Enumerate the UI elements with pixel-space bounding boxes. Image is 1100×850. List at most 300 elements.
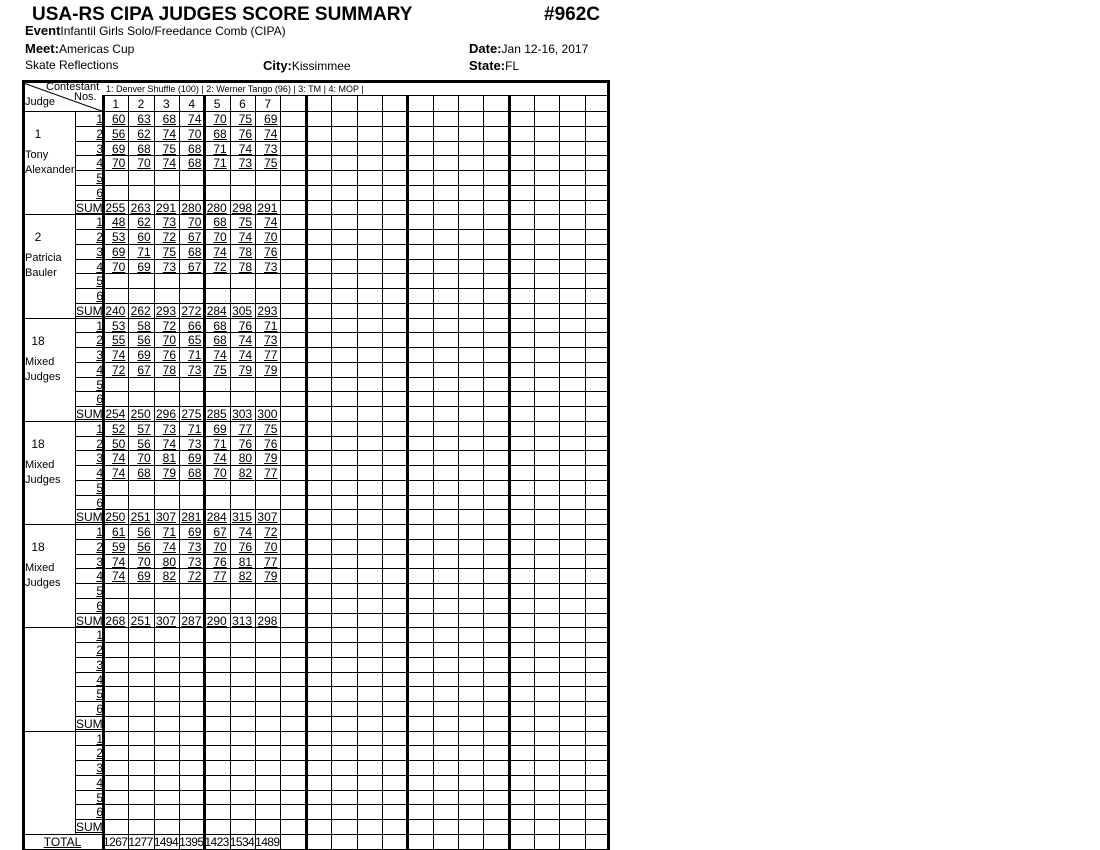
row-label: 6: [96, 289, 103, 303]
score-cell: 61: [111, 525, 126, 539]
row-label: 5: [96, 274, 103, 289]
row-label: 4: [96, 775, 103, 790]
corner-judge-label: Judge: [25, 96, 55, 108]
row-divider: [75, 686, 610, 687]
score-cell: 79: [238, 362, 253, 377]
score-cell: 68: [188, 141, 202, 156]
sum-cell: 298: [232, 200, 253, 215]
score-cell: 75: [264, 156, 278, 171]
score-cell: 74: [111, 569, 126, 584]
sum-cell: 251: [130, 613, 151, 628]
score-cell: 71: [213, 436, 227, 451]
score-cell: 78: [162, 362, 177, 377]
row-label: 4: [96, 362, 103, 377]
sum-cell: 251: [130, 510, 151, 525]
judge-name-line2: Judges: [25, 473, 61, 486]
group-thick-divider: [508, 95, 511, 850]
row-divider: [75, 716, 610, 717]
score-cell: 79: [162, 466, 177, 480]
score-cell: 62: [137, 126, 151, 141]
score-cell: 55: [111, 333, 126, 348]
sum-cell: 240: [105, 303, 126, 318]
score-cell: 77: [238, 421, 253, 436]
score-cell: 68: [162, 112, 177, 126]
corner-nos-label: Nos.: [74, 91, 97, 103]
contestant-number-header: 3: [163, 97, 170, 111]
judge-name-line1: Mixed: [25, 458, 55, 471]
total-cell: 1494: [153, 834, 179, 849]
score-cell: 75: [238, 215, 253, 230]
club-line: [25, 58, 118, 72]
column-divider: [458, 95, 459, 850]
group-thick-divider: [305, 95, 308, 850]
row-divider: [75, 185, 610, 186]
judge-name-line2: Alexander: [25, 164, 75, 176]
score-cell: 77: [264, 466, 278, 480]
score-cell: 73: [188, 554, 202, 569]
row-label: 6: [96, 598, 103, 613]
row-label: 2: [96, 643, 103, 657]
score-cell: 70: [264, 539, 278, 554]
score-cell: 53: [111, 318, 126, 333]
sum-cell: 280: [181, 200, 202, 215]
block-divider: [22, 627, 610, 628]
score-cell: 67: [188, 230, 202, 244]
score-cell: 73: [162, 421, 177, 436]
club-value: Skate Reflections: [25, 58, 119, 72]
score-cell: 72: [213, 259, 227, 274]
row-label: 2: [96, 230, 103, 244]
sum-cell: 268: [105, 613, 126, 628]
row-label: SUM: [76, 613, 103, 628]
score-cell: 76: [264, 244, 278, 259]
score-cell: 60: [137, 230, 151, 244]
row-label: 1: [96, 215, 103, 230]
score-cell: 71: [137, 244, 151, 259]
sum-cell: 287: [181, 613, 202, 628]
state-line: [469, 58, 519, 73]
sum-cell: 262: [130, 303, 151, 318]
score-cell: 70: [213, 112, 227, 126]
row-divider: [75, 391, 610, 392]
row-divider: [75, 657, 610, 658]
row-label: 5: [96, 480, 103, 495]
row-divider: [75, 288, 610, 289]
score-cell: 68: [213, 318, 227, 333]
score-cell: 71: [213, 156, 227, 171]
score-cell: 71: [264, 318, 278, 333]
contestant-number-header: 6: [239, 97, 246, 111]
event-line: [25, 23, 286, 38]
score-cell: 81: [238, 554, 253, 569]
score-cell: 56: [137, 525, 151, 539]
row-label: 5: [96, 687, 103, 702]
score-cell: 74: [162, 436, 177, 451]
score-cell: 74: [111, 554, 126, 569]
row-divider: [75, 804, 610, 805]
score-cell: 76: [264, 436, 278, 451]
row-label: 6: [96, 495, 103, 510]
score-cell: 62: [137, 215, 151, 230]
score-sheet: [22, 80, 610, 850]
score-cell: 74: [111, 466, 126, 480]
meet-label: Meet:: [25, 41, 59, 56]
group-thick-divider: [406, 95, 409, 850]
sum-cell: 280: [206, 200, 227, 215]
row-divider: [75, 273, 610, 274]
score-cell: 68: [213, 333, 227, 348]
event-value: Infantil Girls Solo/Freedance Comb (CIPA): [60, 24, 286, 38]
judge-name-line1: Patricia: [25, 252, 62, 265]
row-divider: [75, 642, 610, 643]
score-cell: 69: [213, 421, 227, 436]
sum-cell: 254: [105, 407, 126, 421]
score-cell: 76: [213, 554, 227, 569]
judge-name-line1: Mixed: [25, 355, 55, 368]
row-label: 1: [96, 525, 103, 539]
row-label: 6: [96, 805, 103, 820]
score-cell: 71: [188, 421, 202, 436]
score-cell: 82: [238, 466, 253, 480]
score-cell: 75: [264, 421, 278, 436]
sum-cell: 300: [257, 407, 278, 421]
row-label: 1: [96, 112, 103, 126]
score-cell: 56: [111, 126, 126, 141]
score-cell: 70: [111, 259, 126, 274]
score-cell: 67: [188, 259, 202, 274]
score-cell: 70: [162, 333, 177, 348]
row-label: 2: [96, 126, 103, 141]
score-cell: 69: [188, 525, 202, 539]
row-label: 5: [96, 790, 103, 805]
score-cell: 69: [137, 259, 151, 274]
score-cell: 76: [238, 126, 253, 141]
total-cell: 1534: [229, 834, 255, 849]
score-cell: 74: [213, 244, 227, 259]
sum-cell: 293: [257, 303, 278, 318]
score-cell: 82: [238, 569, 253, 584]
contestant-number-header: 4: [188, 97, 196, 111]
block-divider: [22, 731, 610, 732]
state-label: State:: [469, 58, 506, 73]
row-label: 1: [96, 731, 103, 746]
judge-name-line2: Judges: [25, 577, 61, 589]
row-label: 3: [96, 348, 103, 362]
score-cell: 59: [111, 539, 126, 554]
row-label: 3: [96, 554, 103, 569]
score-cell: 76: [238, 318, 253, 333]
sum-cell: 307: [156, 613, 177, 628]
row-label: SUM: [76, 303, 103, 318]
score-cell: 58: [137, 318, 151, 333]
row-label: 6: [96, 392, 103, 407]
score-cell: 78: [238, 244, 253, 259]
sum-cell: 272: [181, 303, 202, 318]
score-cell: 72: [264, 525, 278, 539]
row-divider: [75, 170, 610, 171]
row-divider: [75, 583, 610, 584]
score-cell: 79: [264, 569, 278, 584]
score-cell: 68: [188, 156, 202, 171]
sum-cell: 296: [156, 407, 177, 421]
judge-number: 1: [34, 127, 42, 141]
column-divider: [382, 95, 383, 850]
score-cell: 65: [188, 333, 202, 348]
score-cell: 76: [162, 348, 177, 362]
judge-number: 2: [34, 230, 42, 245]
date-label: Date:: [469, 41, 502, 56]
sum-cell: 281: [181, 510, 202, 525]
row-label: SUM: [76, 820, 103, 834]
score-cell: 74: [111, 451, 126, 466]
score-cell: 56: [137, 333, 151, 348]
score-cell: 53: [111, 230, 126, 244]
score-cell: 74: [162, 539, 177, 554]
sum-cell: 290: [206, 613, 227, 628]
row-divider: [75, 377, 610, 378]
score-cell: 69: [137, 569, 151, 584]
score-cell: 72: [111, 362, 126, 377]
date-value: Jan 12-16, 2017: [501, 42, 589, 56]
column-divider: [280, 95, 281, 850]
sum-cell: 293: [156, 303, 177, 318]
contestant-number-header: 7: [264, 97, 272, 111]
row-label: 4: [96, 156, 103, 171]
score-cell: 63: [137, 112, 151, 126]
score-cell: 75: [162, 141, 177, 156]
score-cell: 56: [137, 436, 151, 451]
column-divider: [483, 95, 484, 850]
contestant-number-header: 5: [213, 97, 221, 111]
sum-cell: 307: [156, 510, 177, 525]
sum-cell: 305: [232, 303, 253, 318]
row-label: SUM: [76, 716, 103, 731]
score-cell: 80: [238, 451, 253, 466]
row-label: 2: [96, 539, 103, 554]
total-cell: 1395: [179, 834, 204, 849]
row-divider: [75, 598, 610, 599]
score-cell: 74: [188, 112, 202, 126]
score-cell: 75: [238, 112, 253, 126]
row-label: 2: [96, 436, 103, 451]
sum-cell: 255: [105, 200, 126, 215]
row-label: 1: [96, 628, 103, 643]
sum-cell: 291: [257, 200, 278, 215]
score-cell: 82: [162, 569, 177, 584]
score-cell: 71: [213, 141, 227, 156]
state-value: FL: [505, 59, 520, 73]
score-cell: 70: [111, 156, 126, 171]
judge-name-line1: Tony: [25, 149, 49, 161]
judge-number: 18: [31, 333, 45, 348]
score-cell: 73: [264, 333, 278, 348]
row-label: 1: [96, 421, 103, 436]
score-cell: 52: [111, 421, 126, 436]
score-cell: 73: [188, 436, 202, 451]
score-cell: 73: [162, 215, 177, 230]
score-cell: 73: [264, 259, 278, 274]
total-cell: 1277: [128, 834, 153, 849]
score-cell: 73: [264, 141, 278, 156]
total-cell: 1267: [103, 834, 128, 849]
score-cell: 79: [264, 362, 278, 377]
row-label: 5: [96, 377, 103, 392]
score-cell: 73: [188, 362, 202, 377]
sum-cell: 284: [206, 510, 227, 525]
score-cell: 70: [137, 451, 151, 466]
row-label: 6: [96, 185, 103, 200]
score-cell: 68: [137, 141, 151, 156]
score-cell: 75: [213, 362, 227, 377]
total-cell: 1423: [204, 834, 229, 849]
sum-cell: 250: [105, 510, 126, 525]
report-title: USA-RS CIPA JUDGES SCORE SUMMARY: [32, 4, 413, 25]
score-cell: 80: [162, 554, 177, 569]
score-cell: 68: [213, 126, 227, 141]
column-divider: [357, 95, 358, 850]
score-cell: 78: [238, 259, 253, 274]
score-cell: 71: [162, 525, 177, 539]
score-cell: 73: [238, 156, 253, 171]
score-cell: 76: [238, 436, 253, 451]
row-label: SUM: [76, 510, 103, 525]
score-cell: 48: [111, 215, 126, 230]
score-cell: 77: [213, 569, 227, 584]
score-cell: 77: [264, 554, 278, 569]
score-cell: 60: [111, 112, 126, 126]
score-cell: 70: [137, 156, 151, 171]
meet-line: [25, 41, 134, 56]
column-divider: [534, 95, 535, 850]
score-cell: 70: [188, 215, 202, 230]
sum-cell: 263: [130, 200, 151, 215]
row-divider: [75, 672, 610, 673]
sum-cell: 275: [181, 407, 202, 421]
dances-legend: 1: Denver Shuffle (100) | 2: Werner Tango (96) | 3: TM | 4: MOP |: [106, 84, 364, 94]
city-label: City:: [263, 58, 292, 73]
contestant-number-header: 1: [112, 97, 120, 111]
judge-number: 18: [31, 436, 45, 451]
row-label: 4: [96, 466, 103, 480]
score-cell: 70: [188, 126, 202, 141]
score-cell: 69: [264, 112, 278, 126]
score-cell: 73: [162, 259, 177, 274]
sum-cell: 291: [156, 200, 177, 215]
row-label: 3: [96, 657, 103, 672]
score-cell: 74: [264, 126, 278, 141]
score-cell: 66: [188, 318, 202, 333]
sum-cell: 313: [232, 613, 253, 628]
judge-name-line2: Bauler: [25, 267, 57, 280]
score-cell: 69: [137, 348, 151, 362]
score-cell: 69: [111, 141, 126, 156]
city-value: Kissimmee: [291, 59, 351, 73]
score-cell: 70: [264, 230, 278, 244]
score-cell: 74: [162, 126, 177, 141]
form-number: #962C: [544, 4, 600, 25]
column-divider: [559, 95, 560, 850]
row-divider: [75, 745, 610, 746]
score-cell: 74: [238, 525, 253, 539]
sum-cell: 315: [232, 510, 253, 525]
score-cell: 74: [213, 348, 227, 362]
score-cell: 69: [188, 451, 202, 466]
row-divider: [75, 775, 610, 776]
date-line: [469, 41, 588, 56]
score-cell: 70: [213, 230, 227, 244]
corner-contestant-label: Contestant: [46, 81, 100, 93]
row-label: 6: [96, 702, 103, 716]
judge-number: 18: [31, 540, 45, 554]
score-cell: 74: [238, 230, 253, 244]
score-cell: 74: [111, 348, 126, 362]
city-line: [263, 58, 351, 73]
score-cell: 68: [188, 244, 202, 259]
sum-cell: 285: [206, 407, 227, 421]
row-label: 4: [96, 259, 103, 274]
score-cell: 70: [213, 466, 227, 480]
row-divider: [75, 760, 610, 761]
score-cell: 68: [213, 215, 227, 230]
score-cell: 74: [264, 215, 278, 230]
row-label: 3: [96, 141, 103, 156]
score-cell: 50: [111, 436, 126, 451]
score-cell: 72: [188, 569, 202, 584]
judge-name-line2: Judges: [25, 370, 61, 383]
row-divider: [75, 480, 610, 481]
row-divider: [75, 819, 610, 820]
score-cell: 68: [188, 466, 202, 480]
score-cell: 74: [162, 156, 177, 171]
score-cell: 69: [111, 244, 126, 259]
row-divider: [75, 790, 610, 791]
total-label: TOTAL: [43, 834, 82, 849]
event-label: Event: [25, 23, 61, 38]
score-cell: 68: [137, 466, 151, 480]
score-cell: 56: [137, 539, 151, 554]
row-label: 2: [96, 746, 103, 761]
row-label: 3: [96, 244, 103, 259]
score-cell: 72: [162, 230, 177, 244]
row-label: 5: [96, 171, 103, 185]
score-cell: 73: [188, 539, 202, 554]
score-cell: 74: [238, 141, 253, 156]
score-cell: 74: [238, 333, 253, 348]
row-label: 1: [96, 318, 103, 333]
score-cell: 76: [238, 539, 253, 554]
score-cell: 67: [137, 362, 151, 377]
row-label: SUM: [76, 200, 103, 215]
row-label: 2: [96, 333, 103, 348]
row-divider: [75, 495, 610, 496]
row-label: 3: [96, 451, 103, 466]
column-divider: [433, 95, 434, 850]
row-label: 5: [96, 584, 103, 598]
score-cell: 75: [162, 244, 177, 259]
row-label: 4: [96, 672, 103, 687]
score-cell: 74: [213, 451, 227, 466]
row-divider: [75, 701, 610, 702]
sum-cell: 298: [257, 613, 278, 628]
sum-cell: 284: [206, 303, 227, 318]
row-label: 3: [96, 761, 103, 775]
sum-cell: 307: [257, 510, 278, 525]
sum-cell: 303: [232, 407, 253, 421]
row-label: 4: [96, 569, 103, 584]
score-cell: 67: [213, 525, 227, 539]
score-cell: 70: [213, 539, 227, 554]
total-cell: 1489: [255, 834, 280, 849]
